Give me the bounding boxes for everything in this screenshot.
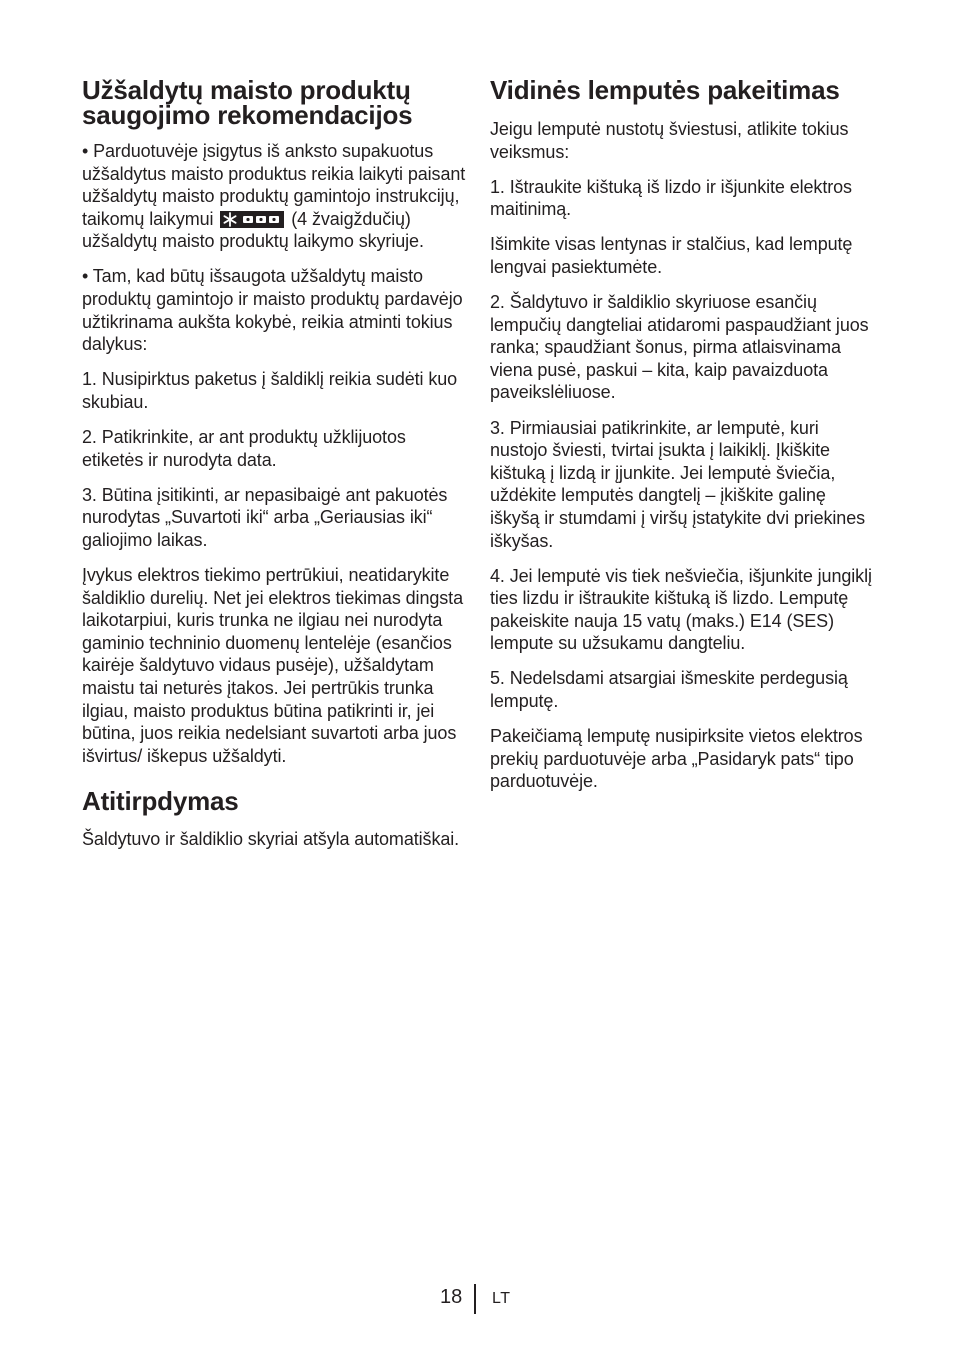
paragraph-quality: • Tam, kad būtų išsaugota užšaldytų maisto produktų gamintojo ir maisto produktų pardavėjo užtikrinama aukšta kokybė, reikia atminti tokius dalykus: [82,266,463,355]
page-footer [0,1284,954,1316]
paragraph-step-1: 1. Nusipirktus paketus į šaldiklį reikia sudėti kuo skubiau. [82,369,458,412]
lamp-paragraph: 3. Pirmiausiai patikrinkite, ar lemputė, kuri nustojo šviesti, tvirtai įsukta į laikiklį. Įkiškite kištuką į lizdą ir įjunkite. Jei lemputė šviečia, uždėkite lemputės dangtelį – įkiškite galinę iškyšą ir stumdami į viršų įstatykite dvi priekines iškyšas. [490,417,866,551]
four-star-freezer-icon [220,211,284,228]
left-column [82,75,466,863]
lamp-paragraph: 5. Nedelsdami atsargiai išmeskite perdegusią lemputę. [490,668,848,712]
paragraph-step-3: 3. Būtina įsitikinti, ar nepasibaigė ant pakuotės nurodytas „Suvartoti iki“ arba „Geriausias iki“ galiojimo laikas. [82,484,448,550]
lamp-paragraph: Pakeičiamą lemputę nusipirksite vietos elektros prekių parduotuvėje arba „Pasidaryk pats“ tipo parduotuvėje. [490,726,863,792]
paragraph-step-2: 2. Patikrinkite, ar ant produktų užklijuotos etiketės ir nurodyta data. [82,427,406,470]
lamp-replacement-heading: Vidinės lemputės pakeitimas [490,75,840,105]
paragraph-defrosting: Šaldytuvo ir šaldiklio skyriai atšyla automatiškai. [82,829,460,850]
lamp-paragraph: Jeigu lemputė nustotų šviestusi, atlikite tokius veiksmus: [490,119,849,162]
lamp-paragraph: 1. Ištraukite kištuką iš lizdo ir išjunkite elektros maitinimą. [490,176,852,220]
language-code: LT [492,1290,511,1307]
page-number: 18 [440,1286,463,1308]
defrosting-heading: Atitirpdymas [82,786,239,817]
lamp-paragraph: 2. Šaldytuvo ir šaldiklio skyriuose esančių lempučių dangteliai atidaromi paspaudžiant juos ranka; spaudžiant šonus, pirma atlaisvinama viena pusė, paskui – kita, kaip pavaizduota paveikslėliuose. [490,292,869,403]
paragraph-power-outage: Įvykus elektros tiekimo pertrūkiui, neatidarykite šaldiklio durelių. Net jei elektros tiekimas dingsta laikotarpiui, kuris trunka ne ilgiau nei nurodyta gaminio techninio duomenų lentelėje (esančios kairėje šaldytuvo vidaus pusėje), užšaldytam maistu tai neturės įtakos. Jei pertrūkis trunka ilgiau, maisto produktus būtina patikrinti ir, jei būtina, juos reikia nedelsiant suvartoti arba juos išvirtus/ iškepus užšaldyti. [82,565,463,766]
paragraph-store-bought-part1: • Parduotuvėje įsigytus iš anksto supakuotus užšaldytus maisto produktus reikia laikyti paisant užšaldytų maisto produktų gamintojo instrukcijų, taikomų laikymui [82,141,466,229]
paragraph-store-bought-part2: (4 žvaigždučių) užšaldytų maisto produktų laikymo skyriuje. [82,208,424,252]
paragraph-store-bought-frozen [82,140,466,253]
lamp-paragraph: 4. Jei lemputė vis tiek nešviečia, išjunkite jungiklį ties lizdu ir ištraukite kištuką iš lizdo. Lemputę pakeiskite nauja 15 vatų (maks.) E14 (SES) lempute su užsukamu dangteliu. [490,565,872,654]
lamp-paragraph: Išimkite visas lentynas ir stalčius, kad lemputę lengvai pasiektumėte. [490,234,853,277]
storage-recommendations-heading: Užšaldytų maisto produktų saugojimo rekomendacijos [82,75,413,130]
right-column [490,75,880,805]
footer-divider [474,1284,476,1314]
